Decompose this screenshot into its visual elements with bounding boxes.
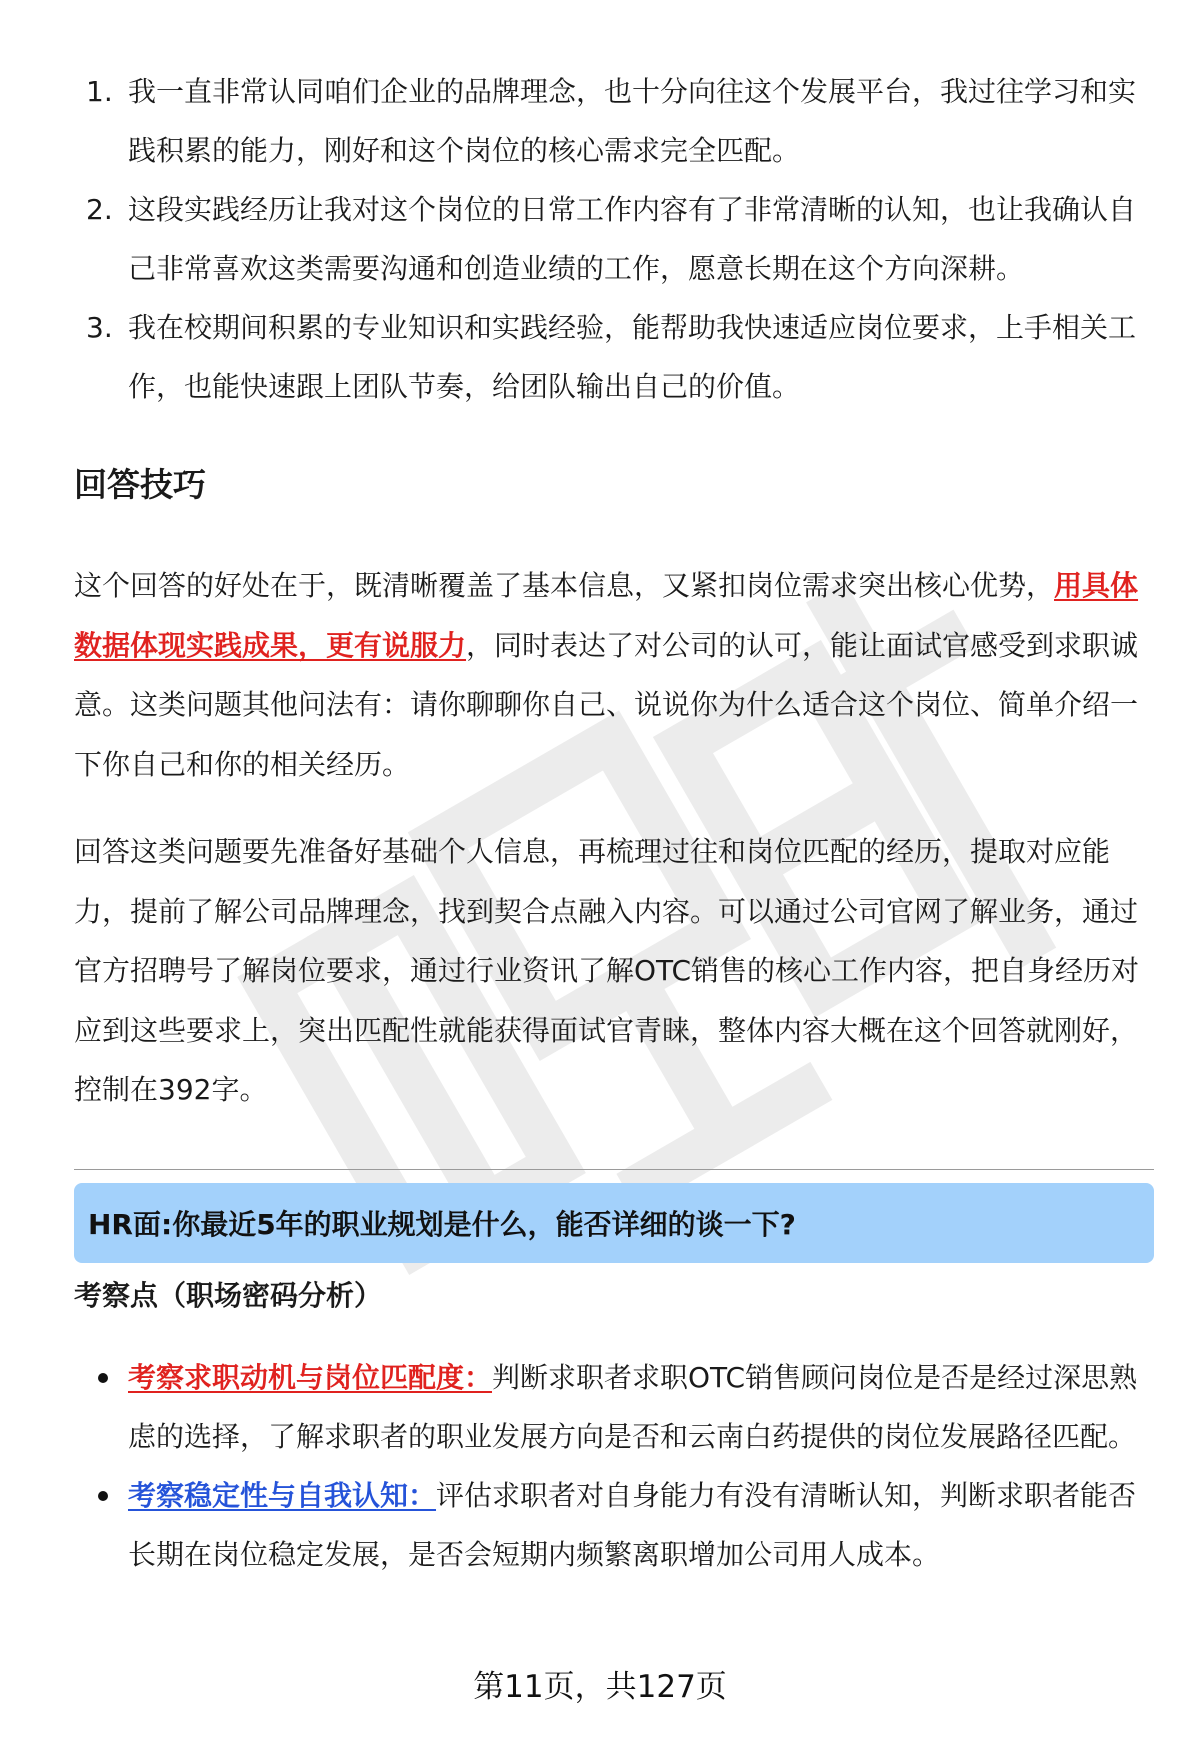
list-item-text: 这段实践经历让我对这个岗位的日常工作内容有了非常清晰的认知，也让我确认自己非常喜欢这类需要沟通和创造业绩的工作，愿意长期在这个方向深耕。 <box>128 193 1137 285</box>
list-item-text: 我在校期间积累的专业知识和实践经验，能帮助我快速适应岗位要求，上手相关工作，也能快速跟上团队节奏，给团队输出自己的价值。 <box>128 311 1137 403</box>
list-item-text: 我一直非常认同咱们企业的品牌理念，也十分向往这个发展平台，我过往学习和实践积累的能力，刚好和这个岗位的核心需求完全匹配。 <box>128 75 1137 167</box>
page-number-footer: 第11页，共127页 <box>473 1669 727 1705</box>
tips-paragraph-1 <box>74 556 1154 794</box>
exam-points-list <box>74 1348 1154 1584</box>
exam-heading: 考察点（职场密码分析） <box>74 1279 383 1312</box>
tips-paragraph-2: 回答这类问题要先准备好基础个人信息，再梳理过往和岗位匹配的经历，提取对应能力，提前了解公司品牌理念，找到契合点融入内容。可以通过公司官网了解业务，通过官方招聘号了解岗位要求，通过行业资讯了解OTC销售的核心工作内容，把自身经历对应到这些要求上，突出匹配性就能获得面试官青睐，整体内容大概在这个回答就刚好，控制在392字。 <box>74 835 1140 1106</box>
list-number: 2. <box>86 193 113 226</box>
question-text: HR面:你最近5年的职业规划是什么，能否详细的谈一下? <box>88 1208 796 1241</box>
list-item <box>74 1466 1154 1584</box>
question-banner <box>74 1183 1154 1263</box>
point-text: 判断求职者求职OTC销售顾问岗位是否是经过深思熟虑的选择，了解求职者的职业发展方向是否和云南白药提供的岗位发展路径匹配。 <box>128 1361 1138 1453</box>
tips-heading: 回答技巧 <box>74 465 206 504</box>
section-divider <box>74 1169 1154 1170</box>
list-item <box>74 1348 1154 1466</box>
emphasis-text: 用具体数据体现实践成果，更有说服力 <box>74 569 1139 662</box>
list-item <box>74 180 1154 298</box>
list-item <box>74 298 1154 416</box>
paragraph-text: 这个回答的好处在于，既清晰覆盖了基本信息，又紧扣岗位需求突出核心优势， <box>74 569 1055 602</box>
list-number: 1. <box>86 75 113 108</box>
paragraph-text: ，同时表达了对公司的认可，能让面试官感受到求职诚意。这类问题其他问法有：请你聊聊你自己、说说你为什么适合这个岗位、简单介绍一下你自己和你的相关经历。 <box>74 628 1139 781</box>
bullet-icon <box>98 1373 108 1383</box>
point-keyword: 考察求职动机与岗位匹配度： <box>128 1361 493 1394</box>
list-number: 3. <box>86 311 113 344</box>
point-keyword: 考察稳定性与自我认知： <box>128 1479 437 1512</box>
list-item <box>74 62 1154 180</box>
reasons-list <box>74 62 1154 416</box>
point-text: 评估求职者对自身能力有没有清晰认知，判断求职者能否长期在岗位稳定发展，是否会短期内频繁离职增加公司用人成本。 <box>128 1479 1137 1571</box>
bullet-icon <box>98 1491 108 1501</box>
